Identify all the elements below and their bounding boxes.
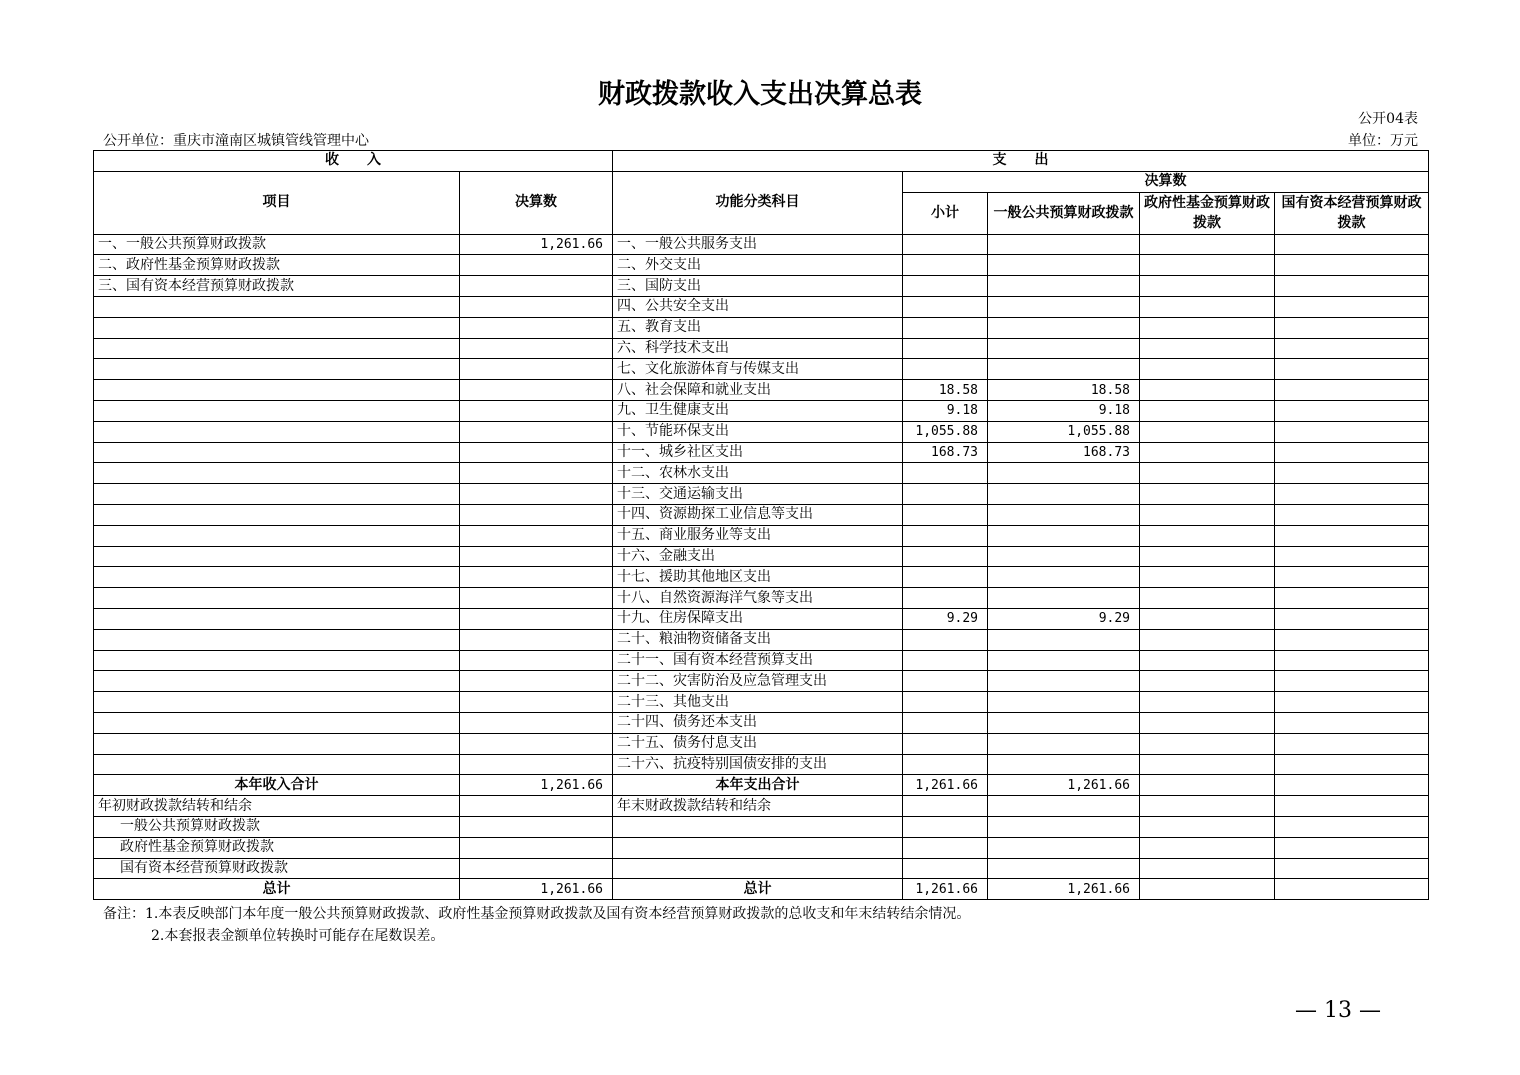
expense-item: 二、外交支出 (613, 255, 903, 276)
grand-total-fund (1140, 879, 1275, 900)
carry-sub-empty (988, 858, 1140, 879)
income-amount (460, 359, 613, 380)
income-item (94, 733, 460, 754)
carry-sub-row (94, 816, 1429, 837)
income-item (94, 442, 460, 463)
expense-capital (1275, 712, 1429, 733)
expense-fund (1140, 421, 1275, 442)
expense-capital (1275, 463, 1429, 484)
currency-unit: 单位：万元 (1348, 133, 1418, 149)
expense-subtotal: 1,055.88 (903, 421, 988, 442)
expense-subtotal (903, 567, 988, 588)
expense-capital (1275, 567, 1429, 588)
expense-item: 十六、金融支出 (613, 546, 903, 567)
table-row (94, 338, 1429, 359)
year-expense-capital (1275, 775, 1429, 796)
expense-subtotal (903, 484, 988, 505)
expense-fund (1140, 317, 1275, 338)
income-amount (460, 463, 613, 484)
income-amount (460, 317, 613, 338)
expense-capital (1275, 255, 1429, 276)
carry-sub-empty (1275, 858, 1429, 879)
carry-sub-empty (1140, 858, 1275, 879)
table-row (94, 525, 1429, 546)
expense-general (988, 629, 1140, 650)
expense-item: 二十六、抗疫特别国债安排的支出 (613, 754, 903, 775)
expense-fund (1140, 608, 1275, 629)
expense-capital (1275, 692, 1429, 713)
expense-item: 二十三、其他支出 (613, 692, 903, 713)
expense-fund (1140, 296, 1275, 317)
expense-general: 9.18 (988, 400, 1140, 421)
year-expense-total-label: 本年支出合计 (613, 775, 903, 796)
expense-general: 18.58 (988, 380, 1140, 401)
table-row (94, 733, 1429, 754)
income-amount (460, 338, 613, 359)
table-row (94, 400, 1429, 421)
expense-general (988, 567, 1140, 588)
grand-total-general: 1,261.66 (988, 879, 1140, 900)
income-amount (460, 484, 613, 505)
table-row (94, 359, 1429, 380)
reporting-unit: 公开单位：重庆市潼南区城镇管线管理中心 (103, 133, 369, 149)
expense-general (988, 525, 1140, 546)
expense-general (988, 255, 1140, 276)
expense-fund (1140, 359, 1275, 380)
expense-capital (1275, 650, 1429, 671)
expense-subtotal (903, 546, 988, 567)
expense-subtotal (903, 234, 988, 255)
table-row (94, 712, 1429, 733)
notes (103, 903, 970, 947)
expense-item: 十八、自然资源海洋气象等支出 (613, 588, 903, 609)
fund-budget-header: 政府性基金预算财政拨款 (1140, 192, 1275, 234)
income-item (94, 588, 460, 609)
expense-general (988, 484, 1140, 505)
expense-subtotal (903, 671, 988, 692)
carry-sub-empty (1140, 816, 1275, 837)
income-amount (460, 380, 613, 401)
expense-item: 十五、商业服务业等支出 (613, 525, 903, 546)
page-title: 财政拨款收入支出决算总表 (598, 79, 922, 110)
table-row (94, 504, 1429, 525)
expense-fund (1140, 484, 1275, 505)
expense-capital (1275, 421, 1429, 442)
table-row (94, 754, 1429, 775)
expense-capital (1275, 629, 1429, 650)
income-amount (460, 650, 613, 671)
expense-item: 十七、援助其他地区支出 (613, 567, 903, 588)
expense-fund (1140, 671, 1275, 692)
carry-row (94, 796, 1429, 817)
table-row (94, 317, 1429, 338)
carry-sub-empty (988, 816, 1140, 837)
expense-item: 二十五、债务付息支出 (613, 733, 903, 754)
expense-item: 六、科学技术支出 (613, 338, 903, 359)
expense-item: 九、卫生健康支出 (613, 400, 903, 421)
expense-subtotal (903, 317, 988, 338)
expense-general (988, 234, 1140, 255)
income-item (94, 567, 460, 588)
expense-capital (1275, 546, 1429, 567)
expense-general (988, 650, 1140, 671)
note-1: 备注：1.本表反映部门本年度一般公共预算财政拨款、政府性基金预算财政拨款及国有资本经营预算财政拨款的总收支和年末结转结余情况。 (103, 906, 971, 922)
carry-sub-capital-amount (460, 858, 613, 879)
expense-fund (1140, 629, 1275, 650)
final-amount-group-header: 决算数 (903, 171, 1429, 192)
expense-item: 二十、粮油物资储备支出 (613, 629, 903, 650)
page-number: — 13 — (1295, 998, 1381, 1023)
state-capital-budget-header: 国有资本经营预算财政拨款 (1275, 192, 1429, 234)
expense-capital (1275, 296, 1429, 317)
expense-capital (1275, 588, 1429, 609)
income-item (94, 504, 460, 525)
expense-item: 二十四、债务还本支出 (613, 712, 903, 733)
ending-carry-capital (1275, 796, 1429, 817)
ending-carry-general (988, 796, 1140, 817)
expense-item: 十三、交通运输支出 (613, 484, 903, 505)
item-header: 项目 (94, 171, 460, 234)
carry-sub-empty (903, 858, 988, 879)
income-item (94, 650, 460, 671)
income-amount (460, 421, 613, 442)
year-income-total-amount: 1,261.66 (460, 775, 613, 796)
carry-sub-fund-amount (460, 837, 613, 858)
expense-capital (1275, 359, 1429, 380)
carry-sub-empty (1275, 837, 1429, 858)
expense-fund (1140, 525, 1275, 546)
function-category-header: 功能分类科目 (613, 171, 903, 234)
expense-subtotal: 18.58 (903, 380, 988, 401)
expense-subtotal: 9.18 (903, 400, 988, 421)
expense-fund (1140, 712, 1275, 733)
expense-capital (1275, 380, 1429, 401)
year-total-row (94, 775, 1429, 796)
expense-capital (1275, 608, 1429, 629)
expense-subtotal (903, 692, 988, 713)
income-amount (460, 255, 613, 276)
income-amount (460, 608, 613, 629)
expense-capital (1275, 276, 1429, 297)
expense-capital (1275, 338, 1429, 359)
expense-capital (1275, 234, 1429, 255)
expense-capital (1275, 400, 1429, 421)
expense-subtotal: 9.29 (903, 608, 988, 629)
grand-total-income-label: 总计 (94, 879, 460, 900)
ending-carry-fund (1140, 796, 1275, 817)
income-amount (460, 692, 613, 713)
table-row (94, 276, 1429, 297)
expense-item: 十、节能环保支出 (613, 421, 903, 442)
table-row (94, 608, 1429, 629)
income-amount (460, 629, 613, 650)
expense-fund (1140, 234, 1275, 255)
expense-subtotal (903, 650, 988, 671)
table-row (94, 463, 1429, 484)
income-item (94, 546, 460, 567)
expense-general (988, 588, 1140, 609)
table-row (94, 671, 1429, 692)
expense-general: 9.29 (988, 608, 1140, 629)
income-amount-header: 决算数 (460, 171, 613, 234)
expense-general: 168.73 (988, 442, 1140, 463)
expense-general (988, 359, 1140, 380)
expense-general (988, 754, 1140, 775)
carry-sub-general: 一般公共预算财政拨款 (94, 816, 460, 837)
income-amount: 1,261.66 (460, 234, 613, 255)
expense-subtotal (903, 712, 988, 733)
expense-subtotal (903, 733, 988, 754)
carry-sub-empty (613, 816, 903, 837)
expense-item: 三、国防支出 (613, 276, 903, 297)
expense-fund (1140, 504, 1275, 525)
table-row (94, 588, 1429, 609)
income-header: 收 入 (94, 151, 613, 172)
expense-general (988, 504, 1140, 525)
general-budget-header: 一般公共预算财政拨款 (988, 192, 1140, 234)
income-amount (460, 442, 613, 463)
expense-fund (1140, 276, 1275, 297)
income-item (94, 712, 460, 733)
carry-sub-empty (903, 837, 988, 858)
table-row (94, 546, 1429, 567)
expense-general (988, 733, 1140, 754)
income-item (94, 296, 460, 317)
expense-capital (1275, 504, 1429, 525)
expense-capital (1275, 525, 1429, 546)
expense-fund (1140, 255, 1275, 276)
expense-header: 支 出 (613, 151, 1429, 172)
note-2: 2.本套报表金额单位转换时可能存在尾数误差。 (151, 928, 445, 944)
income-amount (460, 546, 613, 567)
expense-item: 五、教育支出 (613, 317, 903, 338)
subtotal-header: 小计 (903, 192, 988, 234)
table-row (94, 421, 1429, 442)
grand-total-income-amount: 1,261.66 (460, 879, 613, 900)
expense-subtotal (903, 754, 988, 775)
year-income-total-label: 本年收入合计 (94, 775, 460, 796)
income-item (94, 400, 460, 421)
income-amount (460, 276, 613, 297)
beginning-carry-label: 年初财政拨款结转和结余 (94, 796, 460, 817)
expense-subtotal (903, 296, 988, 317)
expense-general (988, 296, 1140, 317)
expense-general (988, 463, 1140, 484)
expense-general (988, 712, 1140, 733)
income-item (94, 629, 460, 650)
table-row (94, 234, 1429, 255)
income-amount (460, 671, 613, 692)
expense-item: 八、社会保障和就业支出 (613, 380, 903, 401)
expense-fund (1140, 650, 1275, 671)
expense-fund (1140, 380, 1275, 401)
carry-sub-empty (903, 816, 988, 837)
expense-item: 十二、农林水支出 (613, 463, 903, 484)
table-row (94, 629, 1429, 650)
expense-fund (1140, 567, 1275, 588)
income-item (94, 608, 460, 629)
expense-capital (1275, 754, 1429, 775)
expense-subtotal (903, 338, 988, 359)
expense-capital (1275, 317, 1429, 338)
table-row (94, 380, 1429, 401)
expense-subtotal (903, 588, 988, 609)
expense-subtotal (903, 255, 988, 276)
income-item (94, 359, 460, 380)
expense-fund (1140, 588, 1275, 609)
income-item: 三、国有资本经营预算财政拨款 (94, 276, 460, 297)
expense-capital (1275, 733, 1429, 754)
expense-general (988, 671, 1140, 692)
expense-fund (1140, 463, 1275, 484)
expense-fund (1140, 692, 1275, 713)
carry-sub-capital: 国有资本经营预算财政拨款 (94, 858, 460, 879)
income-amount (460, 525, 613, 546)
income-amount (460, 400, 613, 421)
carry-sub-empty (1275, 816, 1429, 837)
form-number: 公开04表 (1358, 111, 1418, 127)
table-row (94, 255, 1429, 276)
expense-general (988, 317, 1140, 338)
income-item: 二、政府性基金预算财政拨款 (94, 255, 460, 276)
income-amount (460, 733, 613, 754)
expense-subtotal (903, 525, 988, 546)
expense-capital (1275, 442, 1429, 463)
carry-sub-general-amount (460, 816, 613, 837)
income-amount (460, 754, 613, 775)
grand-total-expense-label: 总计 (613, 879, 903, 900)
grand-total-row (94, 879, 1429, 900)
expense-item: 一、一般公共服务支出 (613, 234, 903, 255)
income-item (94, 421, 460, 442)
table-row (94, 650, 1429, 671)
income-amount (460, 588, 613, 609)
income-amount (460, 296, 613, 317)
expense-capital (1275, 671, 1429, 692)
income-amount (460, 712, 613, 733)
ending-carry-label: 年末财政拨款结转和结余 (613, 796, 903, 817)
table-row (94, 567, 1429, 588)
expense-general (988, 692, 1140, 713)
expense-subtotal: 168.73 (903, 442, 988, 463)
grand-total-capital (1275, 879, 1429, 900)
fiscal-appropriation-table (93, 150, 1429, 900)
income-item: 一、一般公共预算财政拨款 (94, 234, 460, 255)
expense-item: 十一、城乡社区支出 (613, 442, 903, 463)
grand-total-subtotal: 1,261.66 (903, 879, 988, 900)
expense-fund (1140, 442, 1275, 463)
expense-general (988, 276, 1140, 297)
table-row (94, 442, 1429, 463)
income-amount (460, 567, 613, 588)
expense-item: 四、公共安全支出 (613, 296, 903, 317)
carry-sub-empty (988, 837, 1140, 858)
expense-subtotal (903, 504, 988, 525)
expense-general (988, 338, 1140, 359)
year-expense-fund (1140, 775, 1275, 796)
expense-item: 二十二、灾害防治及应急管理支出 (613, 671, 903, 692)
income-item (94, 463, 460, 484)
expense-item: 二十一、国有资本经营预算支出 (613, 650, 903, 671)
year-expense-subtotal: 1,261.66 (903, 775, 988, 796)
expense-fund (1140, 733, 1275, 754)
expense-fund (1140, 400, 1275, 421)
table-row (94, 296, 1429, 317)
expense-fund (1140, 754, 1275, 775)
carry-sub-empty (613, 858, 903, 879)
income-item (94, 754, 460, 775)
expense-subtotal (903, 359, 988, 380)
year-expense-general: 1,261.66 (988, 775, 1140, 796)
expense-capital (1275, 484, 1429, 505)
income-item (94, 338, 460, 359)
expense-subtotal (903, 276, 988, 297)
carry-sub-row (94, 858, 1429, 879)
carry-sub-fund: 政府性基金预算财政拨款 (94, 837, 460, 858)
table-row (94, 484, 1429, 505)
expense-fund (1140, 546, 1275, 567)
income-item (94, 671, 460, 692)
expense-subtotal (903, 629, 988, 650)
expense-fund (1140, 338, 1275, 359)
income-item (94, 484, 460, 505)
income-item (94, 317, 460, 338)
expense-general (988, 546, 1140, 567)
expense-item: 七、文化旅游体育与传媒支出 (613, 359, 903, 380)
expense-general: 1,055.88 (988, 421, 1140, 442)
ending-carry-subtotal (903, 796, 988, 817)
beginning-carry-amount (460, 796, 613, 817)
income-amount (460, 504, 613, 525)
income-item (94, 380, 460, 401)
carry-sub-empty (1140, 837, 1275, 858)
carry-sub-row (94, 837, 1429, 858)
carry-sub-empty (613, 837, 903, 858)
expense-item: 十九、住房保障支出 (613, 608, 903, 629)
expense-item: 十四、资源勘探工业信息等支出 (613, 504, 903, 525)
expense-subtotal (903, 463, 988, 484)
income-item (94, 692, 460, 713)
table-row (94, 692, 1429, 713)
income-item (94, 525, 460, 546)
